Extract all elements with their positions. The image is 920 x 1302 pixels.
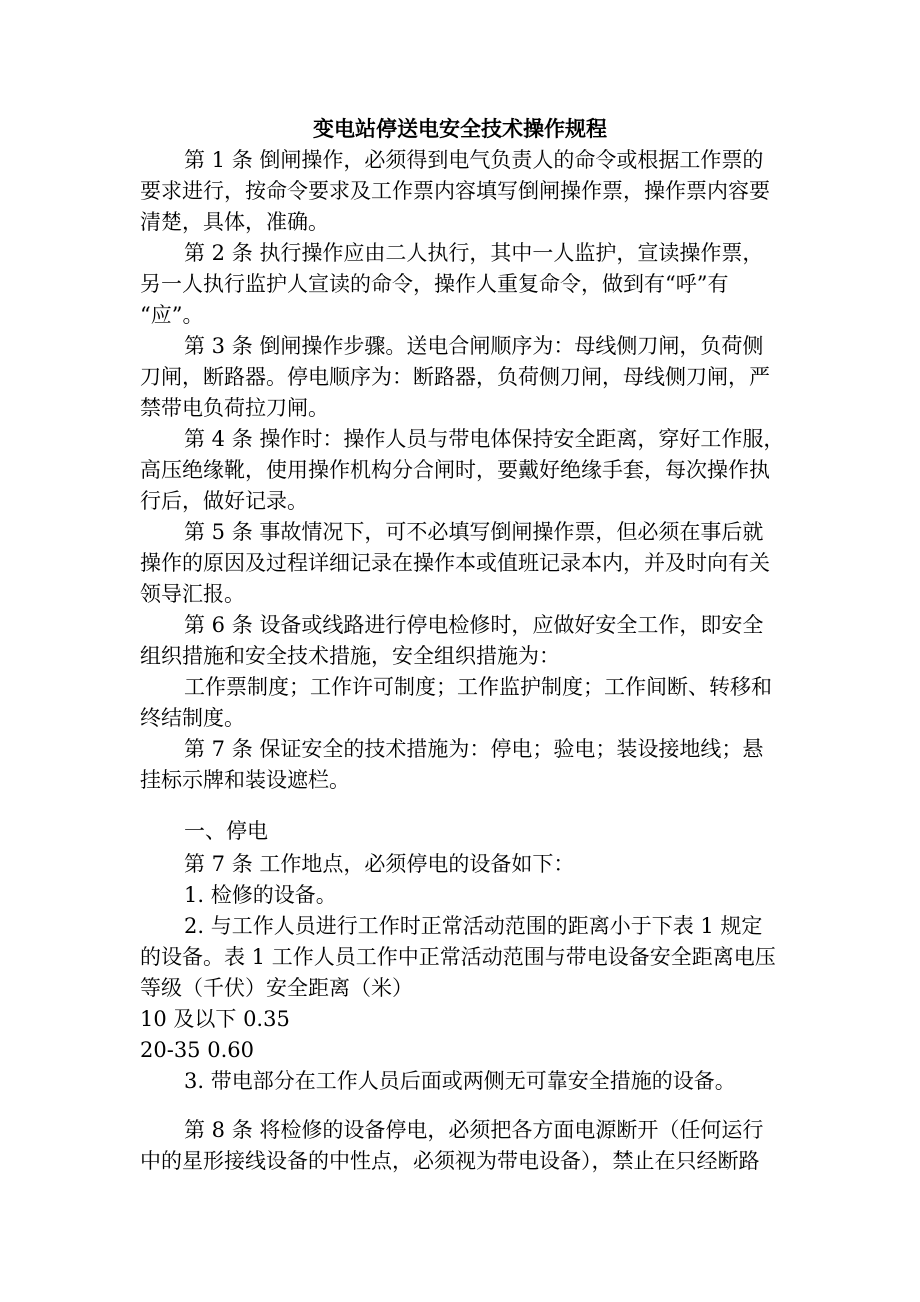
text-line: 另一人执行监护人宣读的命令，操作人重复命令，做到有“呼”有 <box>140 272 729 296</box>
document-title: 变电站停送电安全技术操作规程 <box>313 116 607 141</box>
text-line: 组织措施和安全技术措施，安全组织措施为： <box>140 644 560 668</box>
text-line: 操作的原因及过程详细记录在操作本或值班记录本内，并及时向有关 <box>140 551 770 575</box>
list-item: 3. 带电部分在工作人员后面或两侧无可靠安全措施的设备。 <box>184 1069 736 1093</box>
text-line: 中的星形接线设备的中性点，必须视为带电设备），禁止在只经断路 <box>140 1149 760 1173</box>
text-line: 挂标示牌和装设遮栏。 <box>140 768 350 792</box>
text-line: “应”。 <box>140 303 204 327</box>
text-line: 终结制度。 <box>140 706 245 730</box>
text-line: 第 2 条 执行操作应由二人执行，其中一人监护，宣读操作票， <box>184 241 764 265</box>
text-line: 第 7 条 保证安全的技术措施为：停电；验电；装设接地线；悬 <box>184 737 764 761</box>
text-line: 高压绝缘靴，使用操作机构分合闸时，要戴好绝缘手套，每次操作执 <box>140 458 770 482</box>
text-line: 第 6 条 设备或线路进行停电检修时，应做好安全工作，即安全 <box>184 613 764 637</box>
text-line: 第 7 条 工作地点，必须停电的设备如下： <box>184 852 575 876</box>
text-line: 领导汇报。 <box>140 582 245 606</box>
text-line: 刀闸，断路器。停电顺序为：断路器，负荷侧刀闸，母线侧刀闸，严 <box>140 365 770 389</box>
text-line: 第 1 条 倒闸操作，必须得到电气负责人的命令或根据工作票的 <box>184 148 764 172</box>
table-row: 10 及以下 0.35 <box>140 1007 290 1031</box>
text-line: 第 4 条 操作时：操作人员与带电体保持安全距离，穿好工作服， <box>184 427 785 451</box>
text-line: 的设备。表 1 工作人员工作中正常活动范围与带电设备安全距离电压 <box>140 945 776 969</box>
text-line: 工作票制度；工作许可制度；工作监护制度；工作间断、转移和 <box>184 675 772 699</box>
text-line: 等级（千伏）安全距离（米） <box>140 976 413 1000</box>
list-item: 2. 与工作人员进行工作时正常活动范围的距离小于下表 1 规定 <box>184 914 763 938</box>
list-item: 1. 检修的设备。 <box>184 883 337 907</box>
text-line: 第 5 条 事故情况下，可不必填写倒闸操作票，但必须在事后就 <box>184 520 764 544</box>
text-line: 第 8 条 将检修的设备停电，必须把各方面电源断开（任何运行 <box>184 1118 764 1142</box>
text-line: 第 3 条 倒闸操作步骤。送电合闸顺序为：母线侧刀闸，负荷侧 <box>184 334 764 358</box>
text-line: 清楚，具体，准确。 <box>140 210 329 234</box>
text-line: 要求进行，按命令要求及工作票内容填写倒闸操作票，操作票内容要 <box>140 179 770 203</box>
text-line: 禁带电负荷拉刀闸。 <box>140 396 329 420</box>
section-heading: 一、停电 <box>184 819 268 843</box>
text-line: 行后，做好记录。 <box>140 489 308 513</box>
table-row: 20-35 0.60 <box>140 1038 254 1062</box>
